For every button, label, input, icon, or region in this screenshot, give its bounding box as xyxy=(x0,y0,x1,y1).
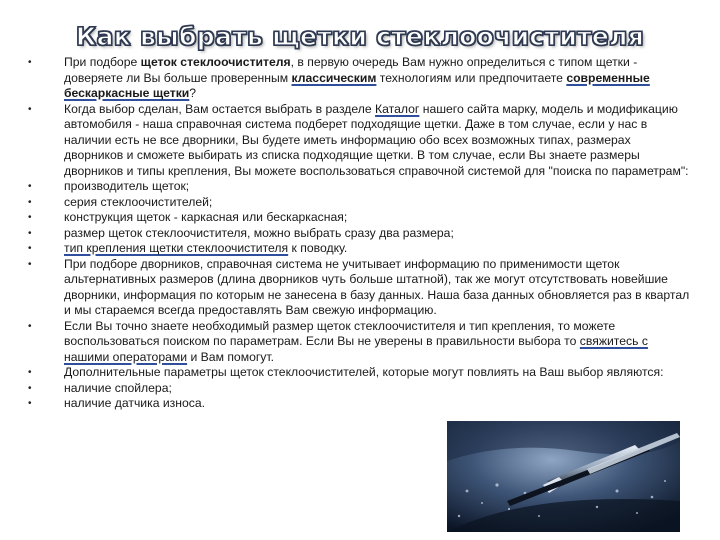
list-item: • наличие спойлера; xyxy=(28,380,172,395)
bullet-icon: • xyxy=(28,196,32,208)
wiper-blade-photo xyxy=(447,421,680,532)
list-item: • Если Вы точно знаете необходимый размер щеток стеклоочистителя и тип крепления, то можете воспользоваться поиском по параметрам. Если Вы не уверены в правильности выбора то свяжитесь с нашими операторами и Вам помогут. xyxy=(28,318,648,364)
list-item: • При подборе дворников, справочная система не учитывает информацию по применимости щеток альтернативных размеров (длина дворников чуть больше штатной), так же могут отсутствовать новейшие дворники, информация по которым не занесена в базу данных. Наша база данных обновляется раз в квартал и мы стараемся всегда предоставлять Вам свежую информацию. xyxy=(28,256,690,317)
bullet-icon: • xyxy=(28,382,32,394)
link-frameless-blades[interactable]: современные бескаркасные щетки xyxy=(64,70,650,100)
link-mount-type[interactable]: тип крепления щетки стеклоочистителя xyxy=(64,241,289,255)
link-contact-operators[interactable]: свяжитесь с нашими операторами xyxy=(64,334,648,364)
list-item: • размер щеток стеклоочистителя, можно выбрать сразу два размера; xyxy=(28,225,454,240)
bullet-list xyxy=(28,55,690,412)
list-item: • Дополнительные параметры щеток стеклоочистителей, которые могут повлиять на Ваш выбор являются: xyxy=(28,365,664,379)
wiper-blade-on-windshield-icon xyxy=(447,421,680,532)
bullet-icon: • xyxy=(28,243,32,254)
bullet-icon: • xyxy=(28,320,32,332)
bullet-icon: • xyxy=(28,212,32,223)
bullet-icon: • xyxy=(28,103,32,115)
list-item: • тип крепления щетки стеклоочистителя к поводку. xyxy=(28,241,348,255)
term-wiper-blades: щеток стеклоочистителя xyxy=(140,55,291,69)
list-item: • серия стеклоочистителей; xyxy=(28,194,213,209)
bullet-icon: • xyxy=(28,227,32,239)
link-classic[interactable]: классическим xyxy=(291,70,377,85)
bullet-icon: • xyxy=(28,367,32,378)
list-item: • производитель щеток; xyxy=(28,179,190,193)
list-item: • Когда выбор сделан, Вам остается выбрать в разделе Каталог нашего сайта марку, модель и модификацию автомобиля - наша справочная система подберет подходящие щетки. Даже в том случае, если у нас в наличии есть не все дворники, Вы будете иметь информацию обо всех возможных типах, размерах дворников и сможете выбирать из списка подходящие щетки. В том случае, если Вы знаете размеры дворников и типы крепления, Вы можете воспользоваться справочной системой для "поиска по параметрам": xyxy=(28,101,689,178)
bullet-icon: • xyxy=(28,57,32,68)
bullet-icon: • xyxy=(28,181,32,192)
list-item: • конструкция щеток - каркасная или бескаркасная; xyxy=(28,210,348,224)
list-item: • При подборе щеток стеклоочистителя, в первую очередь Вам нужно определиться с типом щетки - доверяете ли Вы больше проверенным классическим технологиям или предпочитаете современные бескаркасные щетки? xyxy=(28,55,650,100)
bullet-icon: • xyxy=(28,258,32,270)
link-catalog[interactable]: Каталог xyxy=(375,101,420,116)
list-item: • наличие датчика износа. xyxy=(28,396,206,410)
bullet-icon: • xyxy=(28,398,32,409)
slide-title: Как выбрать щетки стеклоочистителя xyxy=(75,22,645,51)
